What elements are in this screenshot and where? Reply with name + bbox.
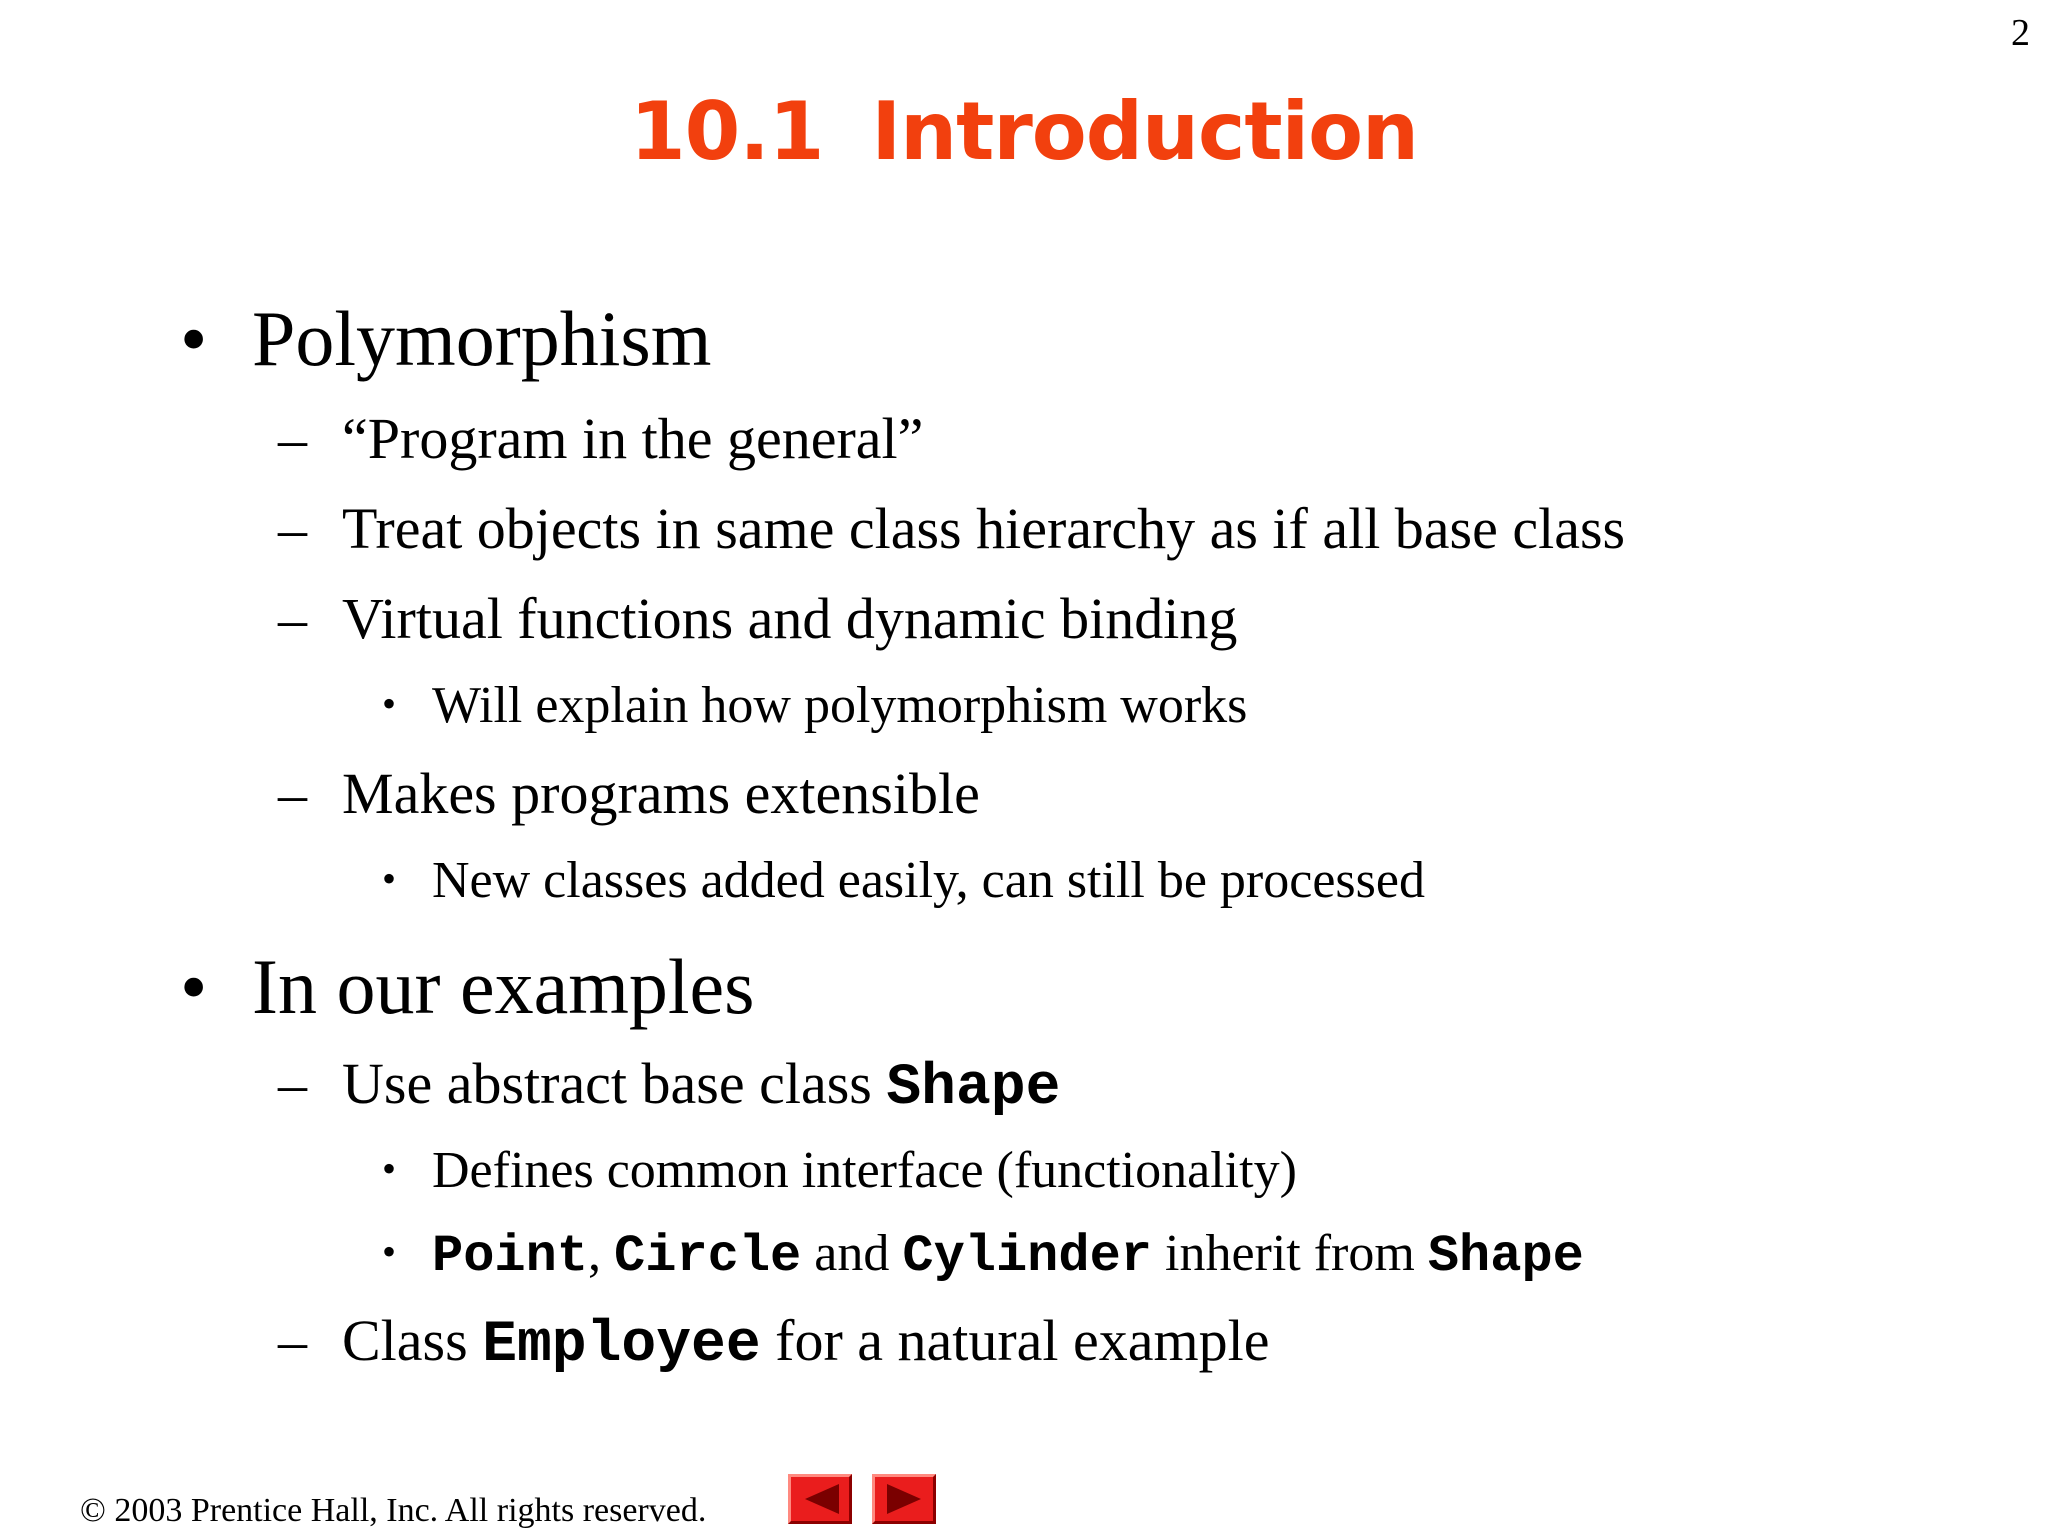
bullet-dot: •: [382, 681, 397, 726]
sub-bullet-text: Virtual functions and dynamic binding: [342, 586, 1238, 651]
text-suffix: for a natural example: [760, 1308, 1270, 1373]
bullet-dot: •: [382, 1146, 397, 1191]
code-point: Point: [432, 1227, 589, 1286]
dash-marker: –: [278, 1308, 307, 1373]
bullet-text: Polymorphism: [252, 295, 712, 382]
triangle-left-icon: [791, 1477, 849, 1521]
dash-marker: –: [278, 496, 307, 561]
sub-bullet-text: [342, 1051, 1061, 1121]
text-prefix: Class: [342, 1308, 483, 1373]
slide-title: [0, 85, 2048, 178]
bullet-dot: •: [382, 856, 397, 901]
bullet-dot: •: [180, 943, 208, 1030]
next-slide-button[interactable]: [872, 1474, 936, 1524]
dash-marker: –: [278, 406, 307, 471]
section-number: 10.1: [630, 85, 824, 178]
text-separator: ,: [588, 1225, 615, 1282]
section-title: Introduction: [871, 85, 1418, 178]
text-separator: inherit from: [1152, 1225, 1428, 1282]
code-employee: Employee: [482, 1313, 761, 1378]
sub-sub-bullet-text: Defines common interface (functionality): [432, 1142, 1297, 1199]
page-number: 2: [2011, 12, 2030, 54]
text-separator: and: [801, 1225, 903, 1282]
sub-bullet-text: Treat objects in same class hierarchy as if all base class: [342, 496, 1626, 561]
text-prefix: Use abstract base class: [342, 1051, 887, 1116]
bullet-dot: •: [180, 295, 208, 382]
sub-sub-bullet-text: [432, 1225, 1584, 1286]
code-shape: Shape: [886, 1056, 1061, 1121]
bullet-text: In our examples: [252, 943, 755, 1030]
bullet-dot: •: [382, 1229, 397, 1274]
code-cylinder: Cylinder: [902, 1227, 1152, 1286]
dash-marker: –: [278, 761, 307, 826]
copyright-text: © 2003 Prentice Hall, Inc. All rights reserved.: [80, 1492, 707, 1529]
code-shape: Shape: [1427, 1227, 1584, 1286]
code-circle: Circle: [614, 1227, 802, 1286]
previous-slide-button[interactable]: [788, 1474, 852, 1524]
sub-bullet-text: “Program in the general”: [342, 406, 924, 471]
sub-bullet-text: [342, 1308, 1270, 1378]
dash-marker: –: [278, 586, 307, 651]
sub-sub-bullet-text: Will explain how polymorphism works: [432, 677, 1248, 734]
sub-sub-bullet-text: New classes added easily, can still be processed: [432, 852, 1425, 909]
triangle-right-icon: [875, 1477, 933, 1521]
dash-marker: –: [278, 1051, 307, 1116]
sub-bullet-text: Makes programs extensible: [342, 761, 980, 826]
